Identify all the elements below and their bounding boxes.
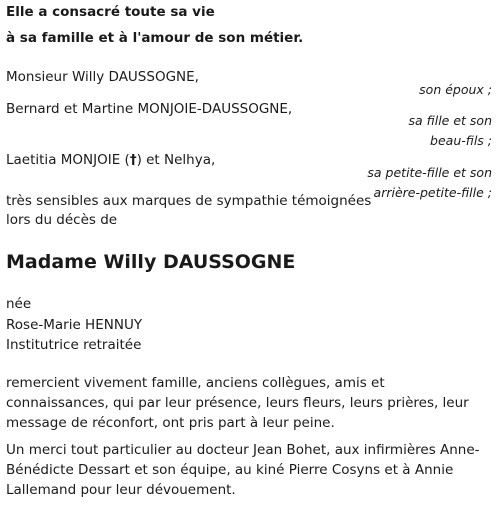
deceased-name: Madame Willy DAUSSOGNE <box>6 251 296 273</box>
maiden-name: Rose-Marie HENNUY <box>6 317 143 333</box>
family-member-daughter: Bernard et Martine MONJOIE-DAUSSOGNE, <box>6 101 293 117</box>
relation-granddaughter-line-1: sa petite-fille et son <box>367 165 492 180</box>
granddaughter-name-part-1: Laetitia MONJOIE ( <box>6 152 130 168</box>
relation-granddaughter-line-2: arrière-petite-fille ; <box>373 185 492 200</box>
thanks-intro-line-1: très sensibles aux marques de sympathie témoignées <box>6 193 372 209</box>
granddaughter-name-part-2: ) et Nelhya, <box>136 152 216 168</box>
nee-label: née <box>6 296 32 312</box>
cross-icon: † <box>129 152 137 168</box>
family-member-granddaughter <box>6 152 215 168</box>
family-member-spouse: Monsieur Willy DAUSSOGNE, <box>6 69 199 85</box>
special-thanks-paragraph: Un merci tout particulier au docteur Jean Bohet, aux infirmières Anne-Bénédicte Dessart et son équipe, au kiné Pierre Cosyns et à Annie Lallemand pour leur dévouement. <box>6 442 480 498</box>
intro-line-2: à sa famille et à l'amour de son métier. <box>6 30 304 46</box>
intro-line-1: Elle a consacré toute sa vie <box>6 4 215 20</box>
thanks-paragraph: remercient vivement famille, anciens collègues, amis et connaissances, qui par leur présence, leurs fleurs, leurs prières, leur message de réconfort, ont pris part à leur peine. <box>6 375 469 431</box>
relation-daughter-line-2: beau-fils ; <box>430 133 492 148</box>
thanks-intro-line-2: lors du décès de <box>6 212 118 228</box>
profession: Institutrice retraitée <box>6 337 142 353</box>
relation-spouse: son époux ; <box>419 82 492 97</box>
relation-daughter-line-1: sa fille et son <box>408 113 492 128</box>
